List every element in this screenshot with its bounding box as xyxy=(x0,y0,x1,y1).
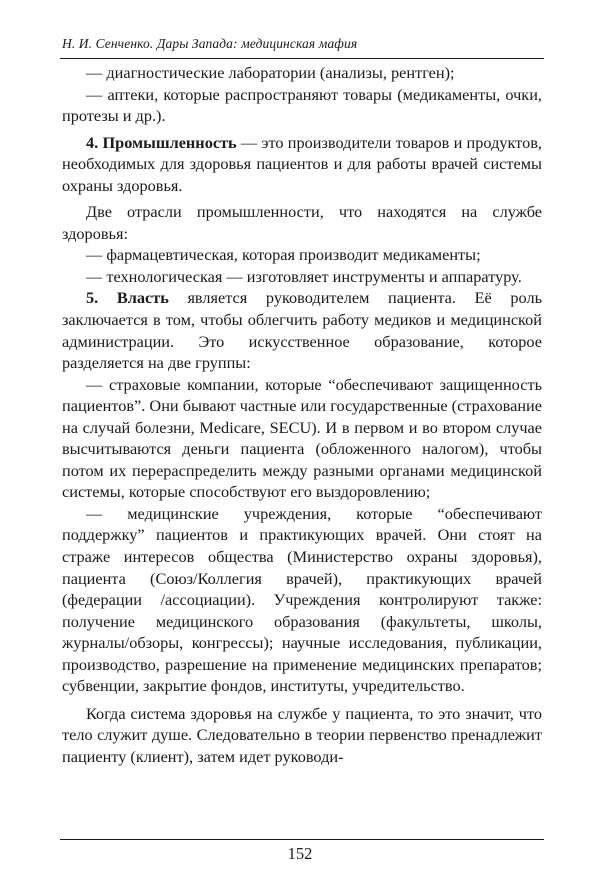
running-header: Н. И. Сенченко. Дары Запада: медицинская мафия xyxy=(62,36,358,51)
page-body xyxy=(62,62,542,768)
paragraph-power-text: является руководителем пациента. Её роль заключается в том, чтобы облегчить работу медиков и медицинской администрации. Это искусственное образование, которое разделяется на две группы: xyxy=(62,288,543,373)
paragraph-power xyxy=(62,287,542,373)
section-heading-power: 5. Власть xyxy=(86,288,169,308)
paragraph-dash-pharma: — фармацевтическая, которая производит медикаменты; xyxy=(86,245,481,265)
page-number: 152 xyxy=(287,844,313,863)
paragraph-dash-pharmacies: — аптеки, которые распространяют товары (медикаменты, очки, протезы и др.). xyxy=(62,84,542,126)
footer-rule xyxy=(60,839,544,840)
paragraph-dash-insurance: — страховые компании, которые “обеспечивают защищенность пациентов”. Они бывают частные или государственные (страхование на случай болезни, Medicare, SECU). И в первом и во втором случае высчитываются деньги пациента (обложенного налогом), чтобы потом их перераспределить между разными органами медицинской системы, которые способствуют его выздоровлению; xyxy=(62,374,542,502)
paragraph-dash-institutions: — медицинские учреждения, которые “обеспечивают поддержку” пациентов и практикующих врачей. Они стоят на страже интересов общества (Министерство охраны здоровья), пациента (Союз/Коллегия врачей), практикующих врачей (федерации /ассоциации). Учреждения контролируют также: получение медицинского образования (факультеты, школы, журналы/обзоры, конгрессы); научные исследования, публикации, производство, разрешение на применение медицинских препаратов; субвенции, закрытие фондов, институты, учредительство. xyxy=(62,503,542,696)
header-rule xyxy=(60,58,544,59)
section-heading-industry: 4. Промышленность xyxy=(86,132,237,152)
paragraph-two-branches: Две отрасли промышленности, что находятся на службе здоровья: xyxy=(62,202,542,243)
paragraph-dash-tech: — технологическая — изготовляет инструменты и аппаратуру. xyxy=(86,266,522,286)
paragraph-industry xyxy=(62,132,542,197)
paragraph-industry-text: — это производители товаров и продуктов, необходимых для здоровья пациентов и для работы врачей системы охраны здоровья. xyxy=(62,132,542,195)
paragraph-dash-labs: — диагностические лаборатории (анализы, рентген); xyxy=(86,63,455,82)
paragraph-conclusion: Когда система здоровья на службе у пациента, то это значит, что тело служит душе. Следовательно в теории первенство пренадлежит пациенту (клиент), затем идет руководи- xyxy=(62,703,542,766)
